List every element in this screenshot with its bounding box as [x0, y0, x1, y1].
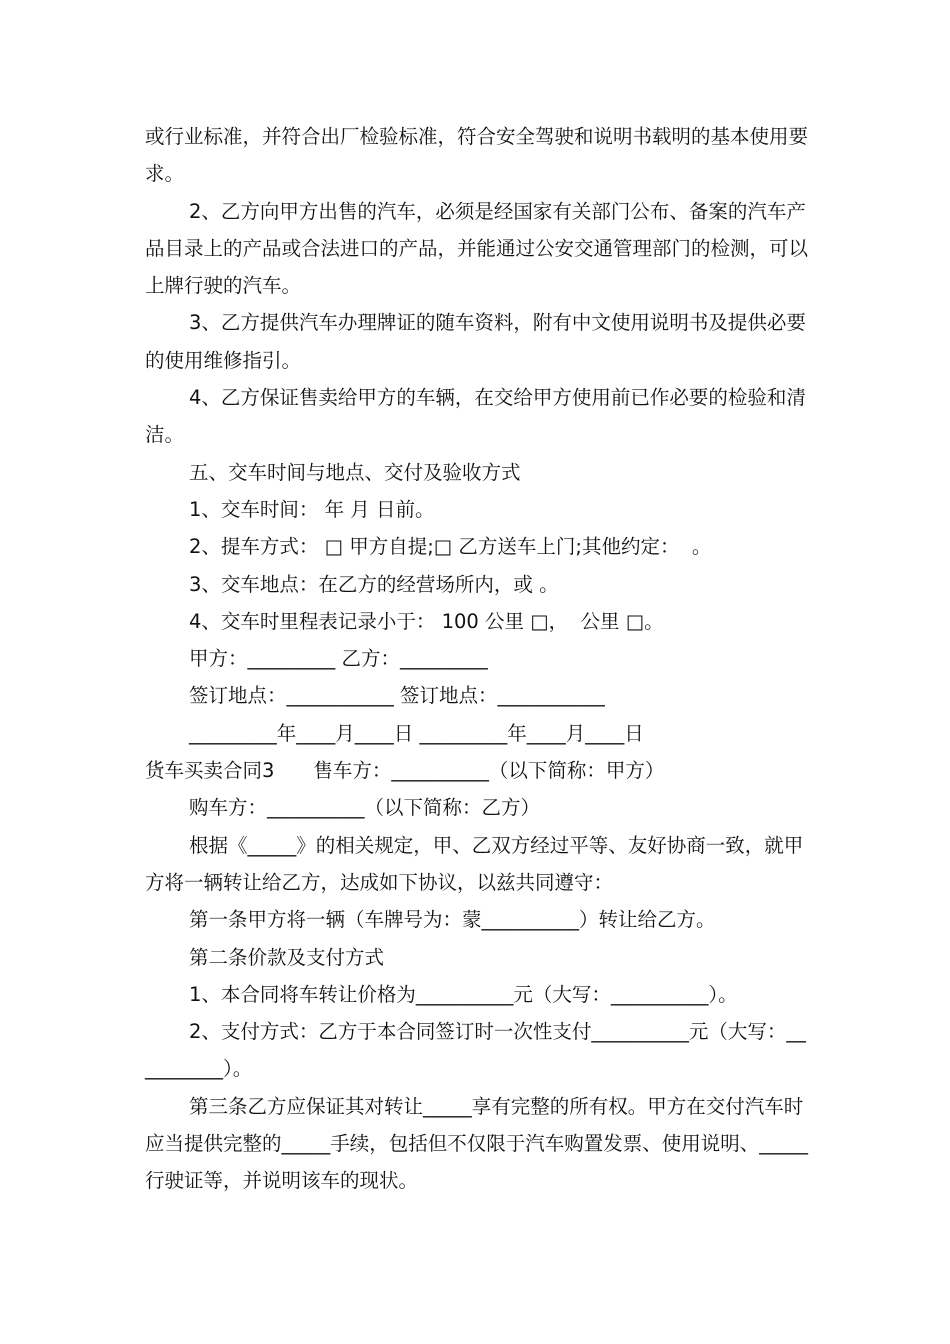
paragraph-clause-4: 4、乙方保证售卖给甲方的车辆，在交给甲方使用前已作必要的检验和清洁。	[145, 386, 806, 447]
paragraph-standard-requirements: 或行业标准，并符合出厂检验标准，符合安全驾驶和说明书载明的基本使用要求。	[145, 125, 809, 186]
paragraph-preamble: 根据《_____》的相关规定，甲、乙双方经过平等、友好协商一致，就甲方将一辆转让给乙方，达成如下协议，以兹共同遵守：	[145, 833, 804, 894]
paragraph-delivery-time: 1、交车时间： 年 月 日前。	[189, 497, 435, 521]
paragraph-clause-2: 2、乙方向甲方出售的汽车，必须是经国家有关部门公布、备案的汽车产品目录上的产品或合法进口的产品，并能通过公安交通管理部门的检测，可以上牌行驶的汽车。	[145, 199, 809, 298]
contract-body	[145, 118, 810, 1200]
paragraph-buyer: 购车方：__________（以下简称：乙方）	[189, 796, 541, 820]
article-1: 第一条甲方将一辆（车牌号为：蒙__________）转让给乙方。	[189, 908, 716, 932]
signature-places: 签订地点：___________ 签订地点：___________	[189, 684, 605, 708]
paragraph-odometer: 4、交车时里程表记录小于： 100 公里 □， 公里 □。	[189, 609, 664, 633]
article-2-payment: 2、支付方式：乙方于本合同签订时一次性支付__________元（大写：__________）。	[145, 1020, 806, 1081]
contract-title-seller: 货车买卖合同3 售车方：__________（以下简称：甲方）	[145, 759, 665, 783]
article-3: 第三条乙方应保证其对转让_____享有完整的所有权。甲方在交付汽车时应当提供完整的_____手续，包括但不仅限于汽车购置发票、使用说明、_____行驶证等，并说明该车的现状。	[145, 1094, 809, 1193]
article-2-price: 1、本合同将车转让价格为__________元（大写：__________）。	[189, 982, 738, 1006]
paragraph-clause-3: 3、乙方提供汽车办理牌证的随车资料，附有中文使用说明书及提供必要的使用维修指引。	[145, 311, 806, 372]
signature-dates: _________年____月____日 _________年____月____日	[189, 721, 644, 745]
section-heading-delivery: 五、交车时间与地点、交付及验收方式	[189, 460, 521, 484]
article-2-heading: 第二条价款及支付方式	[189, 945, 385, 969]
paragraph-pickup-method: 2、提车方式： □ 甲方自提;□ 乙方送车上门;其他约定： 。	[189, 535, 712, 559]
paragraph-delivery-place: 3、交车地点：在乙方的经营场所内，或 。	[189, 572, 559, 596]
signature-parties: 甲方：_________ 乙方：_________	[189, 647, 488, 671]
